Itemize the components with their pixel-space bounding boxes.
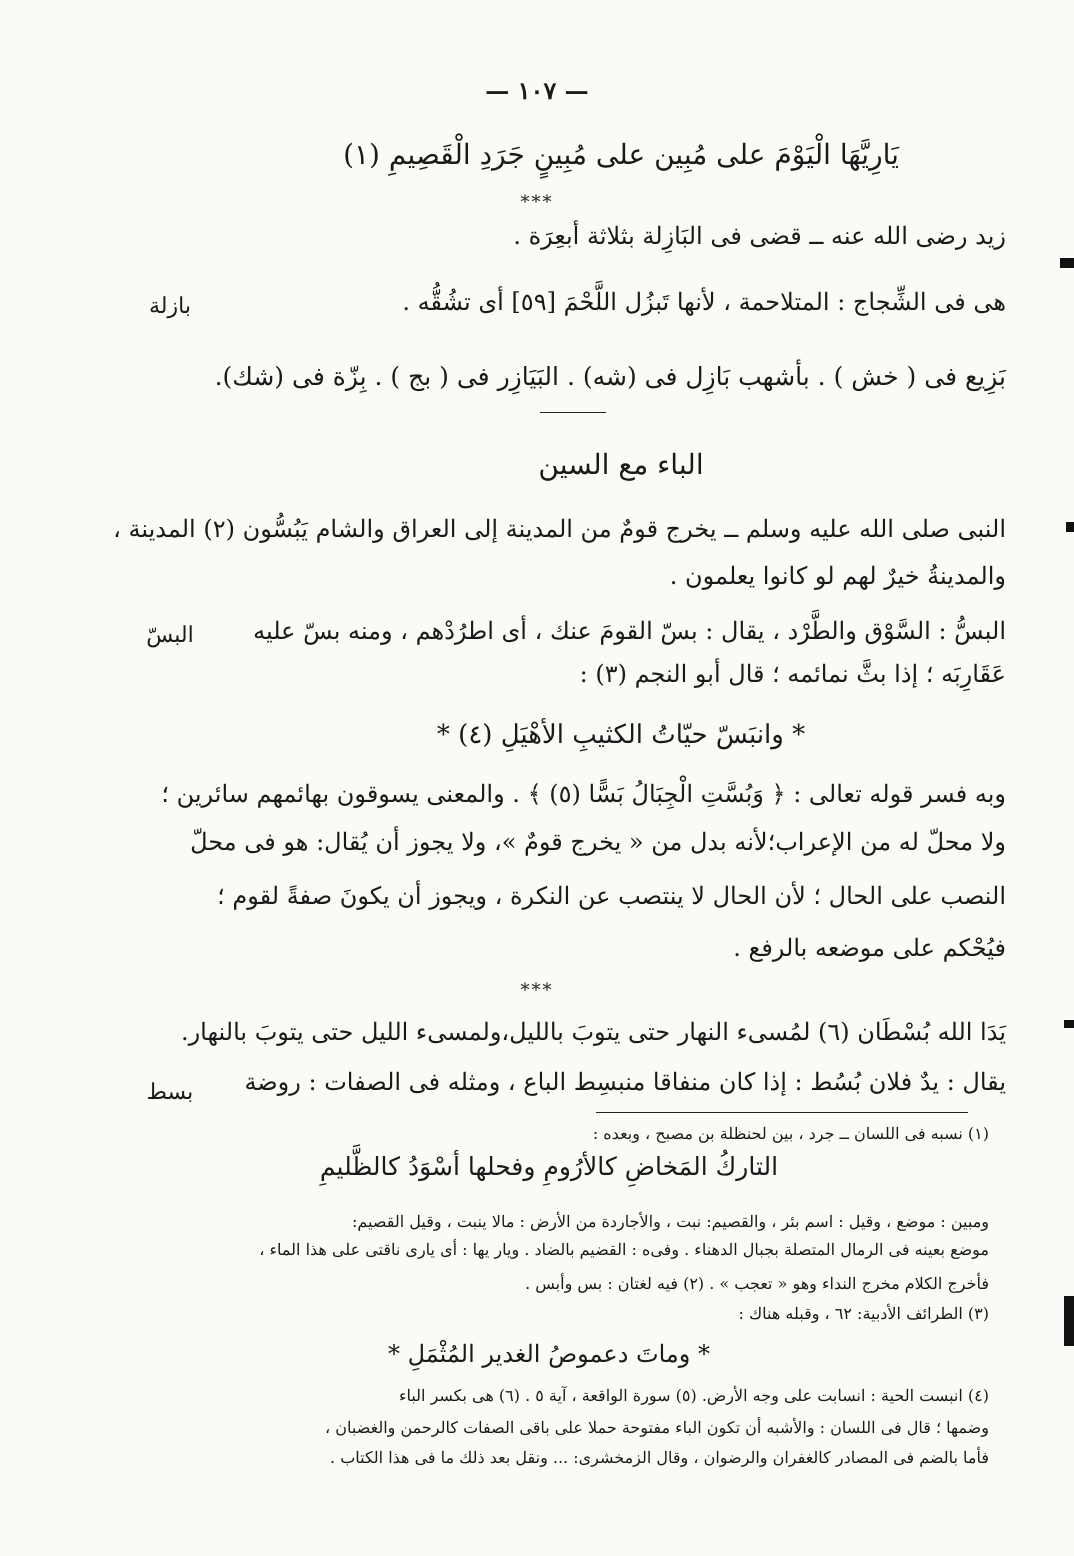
paragraph-2-line-1: البسُّ : السَّوْق والطَّرْد ، يقال : بسّ القومَ عنك ، أى اطرُدْهم ، ومنه بسّ عليه <box>253 617 1006 645</box>
paragraph-3-line-2: ولا محلّ له من الإعراب؛لأنه بدل من « يخرج قومٌ »، ولا يجوز أن يُقال: هو فى محلّ <box>190 828 1006 856</box>
entry-line-5: يقال : يدٌ فلان بُسُط : إذا كان منفاقا منبسِط الباع ، ومثله فى الصفات : روضة <box>244 1068 1006 1096</box>
footnote-line-3: موضع بعينه فى الرمال المتصلة بجبال الدهناء . وفى‌ه : القضيم بالضاد . ويار يها : أى يارى ناقتى على هذا الماء ، <box>259 1240 989 1259</box>
scan-edge-mark-4 <box>1064 1296 1074 1346</box>
verse-top: يَارِيَّهَا الْيَوْمَ على مُبِين على مُبِينٍ جَرَدِ الْقَصِيمِ (١) <box>343 138 899 171</box>
section-heading: الباء مع السين <box>538 448 704 481</box>
scan-edge-mark-2 <box>1066 522 1074 532</box>
verse-abu-najm: * وانبَسّ حيّاتُ الكثيبِ الأهْيَلِ (٤) * <box>436 720 806 750</box>
stars-separator-1: *** <box>520 192 554 213</box>
footnote-verse-2: * وماتَ دعموصُ الغدير المُثْمَلِ * <box>387 1340 711 1368</box>
paragraph-2-line-2: عَقَارِبَه ؛ إذا بثَّ نمائمه ؛ قال أبو النجم (٣) : <box>579 660 1006 688</box>
footnote-line-4: فأخرج الكلام مخرج النداء وهو « تعجب » . (٢) فيه لغتان : بس وأبس . <box>525 1274 989 1293</box>
paragraph-3-line-3: النصب على الحال ؛ لأن الحال لا ينتصب عن النكرة ، ويجوز أن يكونَ صفةً لقوم ؛ <box>217 882 1006 910</box>
margin-headword-bast: بسط <box>146 1080 194 1105</box>
entry-line-4: يَدَا الله بُسْطَان (٦) لمُسىء النهار حتى يتوبَ بالليل،ولمسىء الليل حتى يتوبَ بالنهار. <box>180 1018 1006 1046</box>
footnote-1: (١) نسبه فى اللسان ــ جرد ، بين لحنظلة بن مصبح ، وبعده : <box>592 1124 989 1143</box>
footnote-verse-1: التاركُ المَخاضِ كالأرُومِ وفحلها أسْوَدُ كالظَّليمِ <box>319 1152 779 1181</box>
cross-reference-line: بَزِيع فى ( خش ) . بأشهب بَازِل فى (شه) . البَيَازِر فى ( بج ) . بِزّة فى (شك). <box>214 362 1006 391</box>
paragraph-1-line-1: النبى صلى الله عليه وسلم ــ يخرج قومٌ من المدينة إلى العراق والشام يَبُسُّون (٢) المدينة ، <box>113 515 1006 543</box>
entry-line-1: زيد رضى الله عنه ــ قضى فى البَازِلة بثلاثة أبعِرَة . <box>513 222 1006 250</box>
footnote-line-2: ومبين : موضع ، وقيل : اسم بئر ، والقصيم: نبت ، والأجاردة من الأرض : مالا ينبت ، وقيل القصيم: <box>352 1212 989 1231</box>
scan-edge-mark-3 <box>1064 1020 1074 1028</box>
paragraph-3-line-4: فيُحْكم على موضعه بالرفع . <box>733 934 1006 962</box>
footnote-line-7: وضمها ؛ قال فى اللسان : والأشبه أن تكون الباء مفتوحة حملا على باقى الصفات كالرحمن والغضبان ، <box>325 1418 989 1437</box>
paragraph-3-line-1: وبه فسر قوله تعالى : ﴿ وَبُسَّتِ الْجِبَالُ بَسًّا (٥) ﴾ . والمعنى يسوقون بهائمهم سائرين ؛ <box>161 780 1006 808</box>
footnote-line-8: فأما بالضم فى المصادر كالغفران والرضوان ، وقال الزمخشرى: ... ونقل بعد ذلك ما فى هذا الكتاب . <box>330 1448 989 1467</box>
section-divider <box>540 412 606 413</box>
page-number: — ١٠٧ — <box>485 76 589 105</box>
paragraph-1-line-2: والمدينةُ خيرٌ لهم لو كانوا يعلمون . <box>669 562 1006 590</box>
stars-separator-2: *** <box>520 980 554 1001</box>
margin-headword-bazila: بازلة <box>149 294 191 319</box>
footnote-line-6: (٤) انبست الحية : انسابت على وجه الأرض. (٥) سورة الواقعة ، آية ٥ . (٦) هى بكسر الباء <box>398 1386 989 1405</box>
scan-edge-mark-1 <box>1060 258 1074 268</box>
entry-line-2: هى فى الشِّجاج : المتلاحمة ، لأنها تَبزُل اللَّحْمَ [٥٩] أى تشُقُّه . <box>402 288 1006 316</box>
margin-headword-bass: البسّ <box>146 623 194 648</box>
footnote-3: (٣) الطرائف الأدبية: ٦٢ ، وقبله هناك : <box>738 1304 989 1323</box>
footnote-divider <box>596 1112 968 1113</box>
